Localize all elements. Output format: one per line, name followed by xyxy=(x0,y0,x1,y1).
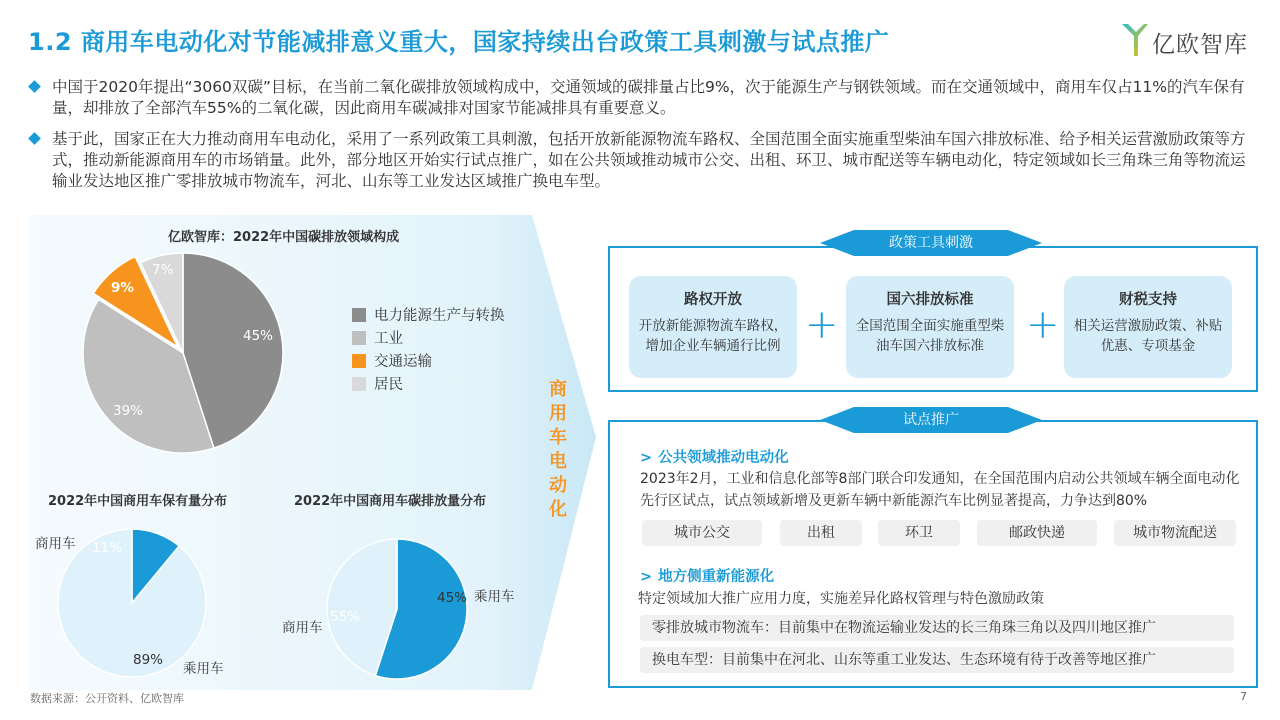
pie1-label-passenger: 89% xyxy=(133,652,164,668)
pilot-ribbon: 试点推广 xyxy=(903,412,959,428)
legend-item-transport xyxy=(352,350,432,371)
pie-label-power: 45% xyxy=(243,328,274,344)
legend-label: 电力能源生产与转换 xyxy=(374,308,505,324)
ownership-pie-chart xyxy=(57,528,207,678)
legend-item-power xyxy=(352,304,505,325)
plus-icon: + xyxy=(1026,302,1060,348)
vertical-label: 商用车电动化 xyxy=(549,379,567,520)
pie1-label-commercial: 11% xyxy=(92,540,123,556)
chart-title-emissions: 2022年中国商用车碳排放量分布 xyxy=(294,494,487,509)
tag-postal: 邮政快递 xyxy=(977,520,1097,546)
chart-title-ownership: 2022年中国商用车保有量分布 xyxy=(48,494,228,509)
legend-item-residential xyxy=(352,373,403,394)
legend-swatch xyxy=(352,331,366,345)
chart-title-carbon: 亿欧智库：2022年中国碳排放领域构成 xyxy=(168,230,400,245)
card-desc: 全国范围全面实施重型柴油车国六排放标准 xyxy=(855,318,1005,354)
data-source: 数据来源：公开资料、亿欧智库 xyxy=(30,692,184,705)
tag-city-logistics: 城市物流配送 xyxy=(1114,520,1236,546)
tag-city-bus: 城市公交 xyxy=(642,520,762,546)
policy-card-road-rights xyxy=(629,276,797,378)
card-title: 路权开放 xyxy=(684,292,742,308)
legend-swatch xyxy=(352,377,366,391)
card-title: 财税支持 xyxy=(1119,292,1177,308)
legend-swatch xyxy=(352,308,366,322)
bullet-1-text: 中国于2020年提出“3060双碳”目标，在当前二氧化碳排放领域构成中，交通领域的碳排量占比9%，次于能源生产与钢铁领域。而在交通领域中，商用车仅占11%的汽车保有量，却排放了全部汽车55%的二氧化碳，因此商用车碳减排对国家节能减排具有重要意义。 xyxy=(52,78,1245,117)
legend-label: 工业 xyxy=(374,331,403,347)
legend-label: 居民 xyxy=(374,377,403,393)
page-number: 7 xyxy=(1240,690,1247,703)
chevron-right-icon: > xyxy=(640,569,653,585)
pie-label-residential: 7% xyxy=(152,262,174,278)
pie2-label-commercial-name: 商用车 xyxy=(282,620,323,636)
bullet-2 xyxy=(30,129,1255,195)
pie2-label-passenger-name: 乘用车 xyxy=(474,589,515,605)
logo-icon xyxy=(1120,20,1150,58)
legend-swatch xyxy=(352,354,366,368)
logo xyxy=(1120,20,1270,60)
pie2-label-commercial: 55% xyxy=(330,609,361,625)
strip-battery-swap: 换电车型：目前集中在河北、山东等重工业发达、生态环境有待于改善等地区推广 xyxy=(640,647,1234,673)
pie1-label-passenger-name: 乘用车 xyxy=(183,661,224,677)
pie2-label-passenger: 45% xyxy=(437,590,468,606)
pie-label-industry: 39% xyxy=(113,403,144,419)
card-title: 国六排放标准 xyxy=(886,292,974,308)
chevron-right-icon: > xyxy=(640,450,653,466)
section-text-public: 2023年2月，工业和信息化部等8部门联合印发通知，在全国范围内启动公共领域车辆全面电动化先行区试点，试点领域新增及更新车辆中新能源汽车比例显著提高，力争达到80% xyxy=(640,471,1240,509)
card-desc: 相关运营激励政策、补贴优惠、专项基金 xyxy=(1073,318,1223,354)
pie1-label-commercial-name: 商用车 xyxy=(35,536,76,552)
logo-text: 亿欧智库 xyxy=(1152,32,1248,58)
policy-card-emission-standard xyxy=(846,276,1014,378)
diamond-bullet-icon xyxy=(28,132,41,145)
legend-label: 交通运输 xyxy=(374,354,432,370)
policy-ribbon: 政策工具刺激 xyxy=(889,235,973,251)
diamond-bullet-icon xyxy=(28,80,41,93)
legend-item-industry xyxy=(352,327,403,348)
strip-zero-emission: 零排放城市物流车：目前集中在物流运输业发达的长三角珠三角以及四川地区推广 xyxy=(640,615,1234,641)
section-heading-local xyxy=(640,565,774,586)
card-desc: 开放新能源物流车路权，增加企业车辆通行比例 xyxy=(638,318,788,354)
section-heading-text: 地方侧重新能源化 xyxy=(658,569,775,585)
bullet-2-text: 基于此，国家正在大力推动商用车电动化，采用了一系列政策工具刺激，包括开放新能源物流车路权、全国范围全面实施重型柴油车国六排放标准、给予相关运营激励政策等方式，推动新能源商用车的市场销量。此外，部分地区开始实行试点推广，如在公共领域推动城市公交、出租、环卫、城市配送等车辆电动化，特定领域如长三角珠三角等物流运输业发达地区推广零排放城市物流车，河北、山东等工业发达区域推广换电车型。 xyxy=(52,130,1246,190)
tag-sanitation: 环卫 xyxy=(878,520,960,546)
policy-card-fiscal xyxy=(1064,276,1232,378)
tag-taxi: 出租 xyxy=(780,520,862,546)
pie-slice-1 xyxy=(58,529,206,677)
page-title: 1.2 商用车电动化对节能减排意义重大，国家持续出台政策工具刺激与试点推广 xyxy=(28,28,890,56)
section-text-local: 特定领域加大推广应用力度，实施差异化路权管理与特色激励政策 xyxy=(638,591,1044,607)
pie-label-transport: 9% xyxy=(111,280,134,296)
section-heading-text: 公共领域推动电动化 xyxy=(658,450,789,466)
bullet-1 xyxy=(30,77,1255,121)
plus-icon: + xyxy=(805,302,839,348)
section-heading-public xyxy=(640,446,789,467)
